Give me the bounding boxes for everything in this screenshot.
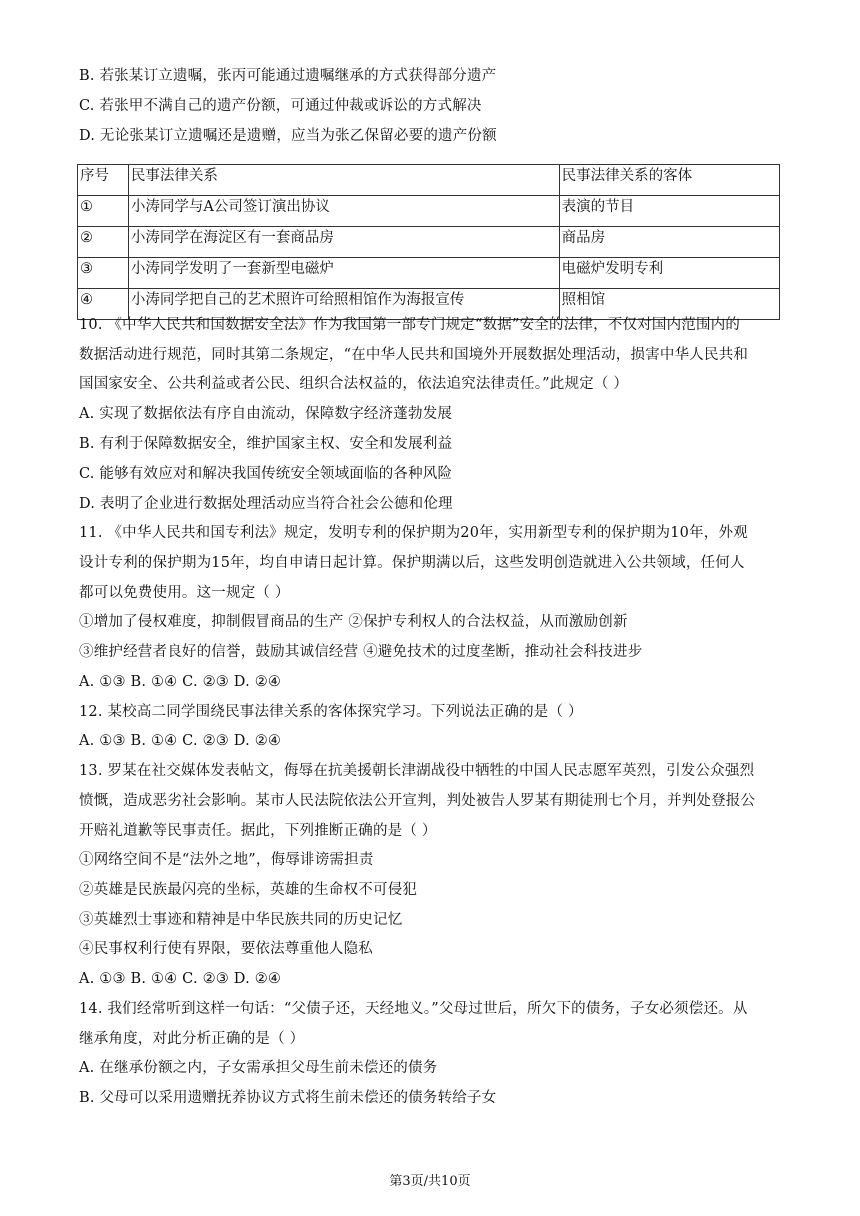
question-12-options: A. ①③ B. ①④ C. ②③ D. ②④ xyxy=(79,733,282,749)
question-11-line: 都可以免费使用。这一规定（ ） xyxy=(79,585,290,601)
question-14-line: 继承角度，对此分析正确的是（ ） xyxy=(79,1031,305,1047)
question-10-line: 数据活动进行规范，同时其第二条规定，“在中华人民共和国境外开展数据处理活动，损害中华人民共和 xyxy=(79,347,749,363)
question-12-line: 12. 某校高二同学围绕民事法律关系的客体探究学习。下列说法正确的是（ ） xyxy=(79,704,583,720)
question-13-line: 开赔礼道歉等民事责任。据此，下列推断正确的是（ ） xyxy=(79,823,437,839)
question-11-line: 设计专利的保护期为15年，均自申请日起计算。保护期满以后，这些发明创造就进入公共领域，任何人 xyxy=(79,555,745,571)
question-11-line: 11. 《中华人民共和国专利法》规定，发明专利的保护期为20年，实用新型专利的保护期为10年，外观 xyxy=(79,525,748,541)
question-10-option-b: B. 有利于保障数据安全，维护国家主权、安全和发展利益 xyxy=(79,436,453,452)
table-cell: 小涛同学发明了一套新型电磁炉 xyxy=(128,258,559,289)
question-10-line: 国国家安全、公共利益或者公民、组织合法权益的，依法追究法律责任。”此规定（ ） xyxy=(79,376,629,392)
option-d: D. 无论张某订立遗嘱还是遗赠，应当为张乙保留必要的遗产份额 xyxy=(79,128,497,144)
page-footer: 第3页/共10页 xyxy=(389,1174,471,1189)
table-cell: ① xyxy=(78,196,129,227)
question-11-statements: ③维护经营者良好的信誉，鼓励其诚信经营 ④避免技术的过度垄断，推动社会科技进步 xyxy=(79,644,643,660)
question-10-option-a: A. 实现了数据依法有序自由流动，保障数字经济蓬勃发展 xyxy=(79,406,453,422)
table-cell: 小涛同学与A公司签订演出协议 xyxy=(128,196,559,227)
question-10-option-d: D. 表明了企业进行数据处理活动应当符合社会公德和伦理 xyxy=(79,496,453,512)
table-cell: ④ xyxy=(78,289,129,320)
question-13-statement: ④民事权利行使有界限，要依法尊重他人隐私 xyxy=(79,941,373,957)
question-10-option-c: C. 能够有效应对和解决我国传统安全领域面临的各种风险 xyxy=(79,466,453,482)
table-header-cell: 民事法律关系的客体 xyxy=(559,165,779,196)
question-13-statement: ②英雄是民族最闪亮的坐标，英雄的生命权不可侵犯 xyxy=(79,882,418,898)
table-cell: 照相馆 xyxy=(559,289,779,320)
question-13-statement: ①网络空间不是“法外之地”，侮辱诽谤需担责 xyxy=(79,852,374,868)
question-14-option-b: B. 父母可以采用遗赠抚养协议方式将生前未偿还的债务转给子女 xyxy=(79,1090,497,1106)
option-c: C. 若张甲不满自己的遗产份额，可通过仲裁或诉讼的方式解决 xyxy=(79,98,482,114)
question-14-option-a: A. 在继承份额之内，子女需承担父母生前未偿还的债务 xyxy=(79,1060,438,1076)
question-14-line: 14. 我们经常听到这样一句话：“父债子还，天经地义。”父母过世后，所欠下的债务，子女必须偿还。从 xyxy=(79,1001,748,1017)
table-row xyxy=(78,196,780,227)
question-11-statements: ①增加了侵权难度，抑制假冒商品的生产 ②保护专利权人的合法权益，从而激励创新 xyxy=(79,614,628,630)
table-cell: 表演的节目 xyxy=(559,196,779,227)
option-b: B. 若张某订立遗嘱，张丙可能通过遗嘱继承的方式获得部分遗产 xyxy=(79,68,497,84)
question-10-line: 10. 《中华人民共和国数据安全法》作为我国第一部专门规定“数据”安全的法律，不仅对国内范围内的 xyxy=(79,317,741,333)
table-cell: 商品房 xyxy=(559,227,779,258)
question-11-options: A. ①③ B. ①④ C. ②③ D. ②④ xyxy=(79,674,282,690)
question-13-line: 愤慨，造成恶劣社会影响。某市人民法院依法公开宣判，判处被告人罗某有期徒刑七个月，并判处登报公 xyxy=(79,793,756,809)
question-13-options: A. ①③ B. ①④ C. ②③ D. ②④ xyxy=(79,971,282,987)
table-cell: 小涛同学在海淀区有一套商品房 xyxy=(128,227,559,258)
table-cell: 电磁炉发明专利 xyxy=(559,258,779,289)
legal-relation-table xyxy=(77,164,780,320)
table-header-cell: 序号 xyxy=(78,165,129,196)
table-header-row xyxy=(78,165,780,196)
question-13-statement: ③英雄烈士事迹和精神是中华民族共同的历史记忆 xyxy=(79,912,403,928)
table-cell: 小涛同学把自己的艺术照许可给照相馆作为海报宣传 xyxy=(128,289,559,320)
table-row xyxy=(78,227,780,258)
question-13-line: 13. 罗某在社交媒体发表帖文，侮辱在抗美援朝长津湖战役中牺牲的中国人民志愿军英烈，引发公众强烈 xyxy=(79,763,755,779)
table-cell: ③ xyxy=(78,258,129,289)
table-row xyxy=(78,258,780,289)
table-header-cell: 民事法律关系 xyxy=(128,165,559,196)
table-cell: ② xyxy=(78,227,129,258)
